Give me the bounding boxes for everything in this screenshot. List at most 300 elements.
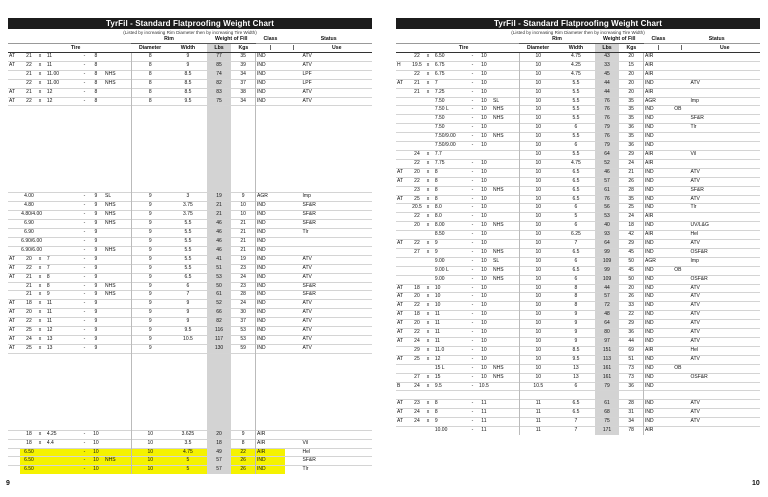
- cell-ply: 11: [476, 409, 492, 418]
- cell-ply: 10: [476, 275, 492, 284]
- cell-kgs: 20: [619, 88, 643, 97]
- cell-lbs: 46: [207, 237, 231, 246]
- table-row: [8, 202, 372, 211]
- cell-lbs: 43: [595, 53, 619, 62]
- cell-w: 5.5: [169, 229, 207, 238]
- cell-a: 6.90: [20, 229, 38, 238]
- cell-w: 6.5: [557, 168, 595, 177]
- cell-a: 24: [408, 418, 426, 427]
- cell-cls: IND: [256, 53, 286, 62]
- cell-use: SF&R: [690, 186, 760, 195]
- cell-a: [408, 364, 426, 373]
- cell-a: 23: [408, 186, 426, 195]
- cell-kgs: 19: [231, 255, 255, 264]
- cell-lbs: 48: [595, 311, 619, 320]
- cell-p: [396, 53, 408, 62]
- cell-n: NHS: [492, 248, 519, 257]
- cell-w: 9: [169, 309, 207, 318]
- cell-d: 10: [519, 284, 557, 293]
- cell-b: 13: [46, 335, 81, 344]
- cell-w: 5.5: [557, 106, 595, 115]
- cell-n: [492, 79, 519, 88]
- cell-a: 22: [20, 79, 38, 88]
- cell-lbs: 99: [595, 248, 619, 257]
- table-row: [396, 409, 760, 418]
- cell-d: 10: [519, 213, 557, 222]
- cell-p: [396, 275, 408, 284]
- table-row: [396, 284, 760, 293]
- cell-b: [46, 246, 81, 255]
- cell-use: SF&R: [302, 220, 372, 229]
- cell-x: x: [38, 61, 46, 70]
- chart-subtitle: (Listed by increasing Rim Diameter then by increasing Tire Width): [511, 30, 645, 35]
- cell-lbs: 57: [595, 293, 619, 302]
- cell-p: [396, 248, 408, 257]
- cell-p: B: [396, 382, 408, 391]
- spacer-cell: [285, 353, 301, 430]
- cell-b: 9: [434, 418, 469, 427]
- cell-lbs: 57: [595, 177, 619, 186]
- cell-kgs: 21: [231, 237, 255, 246]
- cell-d: 9: [131, 327, 169, 336]
- cell-x: [426, 133, 434, 142]
- cell-p: AT: [8, 97, 20, 106]
- table-row: [396, 88, 760, 97]
- cell-a: 22: [408, 213, 426, 222]
- cell-x: x: [426, 222, 434, 231]
- cell-p: AT: [396, 293, 408, 302]
- cell-w: 8.5: [169, 79, 207, 88]
- cell-n: [492, 382, 519, 391]
- cell-x: x: [38, 264, 46, 273]
- cell-kgs: 26: [231, 466, 255, 474]
- cell-ply: 8: [88, 70, 104, 79]
- cell-w: 7: [169, 291, 207, 300]
- cell-w: 9: [169, 61, 207, 70]
- cell-lbs: 171: [595, 427, 619, 435]
- cell-p: [396, 373, 408, 382]
- cell-p: [396, 115, 408, 124]
- cell-a: 20: [408, 293, 426, 302]
- cell-kgs: 29: [619, 150, 643, 159]
- cell-m: -: [469, 275, 476, 284]
- cell-use: [690, 266, 760, 275]
- cell-n: [492, 124, 519, 133]
- cell-w: 6.5: [169, 273, 207, 282]
- cell-d: 9: [131, 211, 169, 220]
- cell-lbs: 99: [595, 266, 619, 275]
- cell-m: -: [469, 364, 476, 373]
- cell-ply: 9: [88, 282, 104, 291]
- cell-cls: IND: [644, 400, 674, 409]
- cell-ply: 9: [88, 255, 104, 264]
- cell-b: 10: [434, 293, 469, 302]
- cell-cls: IND: [644, 177, 674, 186]
- cell-d: 10: [519, 302, 557, 311]
- cell-ply: 10: [88, 466, 104, 474]
- cell-x: x: [38, 53, 46, 62]
- cell-use: ATV: [690, 355, 760, 364]
- cell-d: 10: [519, 320, 557, 329]
- cell-ply: 10: [476, 222, 492, 231]
- cell-cls: IND: [644, 364, 674, 373]
- cell-cls: AGR: [256, 193, 286, 202]
- cell-p: [8, 211, 20, 220]
- cell-cls: IND: [644, 302, 674, 311]
- cell-b: 8: [434, 400, 469, 409]
- cell-m: -: [469, 346, 476, 355]
- cell-st: [673, 400, 689, 409]
- cell-ply: 10: [88, 457, 104, 466]
- cell-n: [104, 273, 131, 282]
- cell-n: [104, 300, 131, 309]
- cell-use: ATV: [302, 255, 372, 264]
- cell-n: [492, 355, 519, 364]
- cell-ply: 10: [476, 373, 492, 382]
- cell-w: 6: [557, 222, 595, 231]
- spacer-cell: [81, 353, 88, 430]
- spacer-cell: [426, 391, 434, 400]
- cell-st: [673, 248, 689, 257]
- cell-n: [492, 338, 519, 347]
- cell-d: 8: [131, 61, 169, 70]
- cell-n: [104, 430, 131, 439]
- table-row: [396, 168, 760, 177]
- cell-st: [285, 220, 301, 229]
- cell-d: 9: [131, 246, 169, 255]
- cell-w: 8: [557, 284, 595, 293]
- cell-w: 5.5: [557, 88, 595, 97]
- cell-p: [8, 448, 20, 457]
- cell-d: 10.5: [519, 382, 557, 391]
- cell-m: -: [469, 88, 476, 97]
- cell-n: [492, 53, 519, 62]
- cell-use: ATV: [302, 327, 372, 336]
- cell-b: 8: [434, 195, 469, 204]
- cell-kgs: 18: [619, 222, 643, 231]
- cell-ply: 10: [476, 284, 492, 293]
- cell-w: 9: [557, 329, 595, 338]
- cell-a: 22: [408, 240, 426, 249]
- cell-a: 18: [408, 311, 426, 320]
- table-row: [396, 150, 760, 159]
- cell-a: 21: [20, 53, 38, 62]
- cell-b: 8: [434, 177, 469, 186]
- cell-use: ATV: [690, 409, 760, 418]
- kgs-header: Kgs: [619, 44, 643, 53]
- cell-ply: 10: [476, 133, 492, 142]
- cell-m: -: [81, 246, 88, 255]
- cell-a: 6.90: [20, 220, 38, 229]
- cell-w: 6: [557, 382, 595, 391]
- cell-b: 10: [434, 284, 469, 293]
- cell-cls: IND: [644, 142, 674, 151]
- cell-x: [426, 266, 434, 275]
- cell-ply: 9: [88, 229, 104, 238]
- table-row: [396, 79, 760, 88]
- cell-ply: 10: [476, 257, 492, 266]
- table-row: [396, 133, 760, 142]
- cell-kgs: 22: [231, 448, 255, 457]
- cell-b: 7.50/9.00: [434, 133, 469, 142]
- cell-d: 10: [519, 364, 557, 373]
- cell-p: AT: [8, 273, 20, 282]
- cell-kgs: 24: [231, 300, 255, 309]
- cell-ply: 11: [476, 427, 492, 435]
- cell-cls: AIR: [644, 88, 674, 97]
- cell-lbs: 19: [207, 193, 231, 202]
- cell-m: -: [469, 320, 476, 329]
- cell-ply: 10: [476, 346, 492, 355]
- cell-x: x: [426, 302, 434, 311]
- cell-cls: AGR: [644, 97, 674, 106]
- page-left: TyrFil - Standard Flatproofing Weight Chart (Listed by increasing Rim Diameter then by increasing Tire Width) Rim Weight of Fill Class Status Tire Diameter Width Lbs Kgs | | Use AT 21 x 11 - 8 8 9 77 35 IND ATV AT 22 x 11 - 8 8 9 85 39 IND ATV 21 x 11.00 - 8 NHS 8 8.5 74 34 IND LPF 22 x 11.00 - 8 NHS 8 8.5 82 37 IND LPF AT 21 x 12 - 8 8 8.5 83 38 IND ATV AT 22 x 12 - 8 8 9.5 75 34 IND ATV 4.00 - 9 SL 9 3 19 9 AGR Imp 4.80 - 9 NHS 9 3.75 21 10 IND SF&R 4.80/4.00 - 9 NHS 9 3.75 21 10 IND SF&R 6.90 - 9 NHS 9 5.5 46 21 IND SF&R 6.90 - 9 9 5.5 46 21 IND Tlr 6.90/6.00 - 9 9 5.5 46 21 IND 6.90/6.00 - 9 NHS 9 5.5 46 21 IND AT 20 x 7 - 9 9 5.5 41 19 IND ATV AT 22 x 7 - 9 9 5.5 51 23 IND ATV AT 21 x 8 - 9 9 6.5 53 24 IND ATV 21 x 8 - 9 NHS 9 6 50 23 IND SF&R 21 x 9 - 9 NHS 9 7 61 28 IND SF&R AT 18 x 11 - 9 9 9 52 24 IND ATV AT 20 x 11 - 9 9 9 66 30 IND ATV AT 22 x 11 - 9 9 9 82 37 IND ATV AT 25 x 12 - 9 9 9.5 116 53 IND ATV AT 24 x 13 - 9 9 10.5 117 53 IND ATV AT 25 x 13 - 9 9 130 59 IND ATV 18 x 4.25 - 10 10 3.625 20 9 AIR 18 x 4.4 - 10 10 3.5 18 8 AIR Vil 6.50 - 10 10 4.75 49 22 AIR Hel 6.50 - 10 NHS 10 5 57 26 IND SF&R 6.50 - 10 10 5 57 26 IND Tlr 9: [8, 18, 372, 474]
- cell-n: [492, 150, 519, 159]
- table-row: [8, 448, 372, 457]
- cell-use: [690, 88, 760, 97]
- cell-w: 4.75: [169, 448, 207, 457]
- cell-x: x: [426, 329, 434, 338]
- cell-m: -: [469, 293, 476, 302]
- cell-a: 24: [20, 335, 38, 344]
- cell-lbs: 64: [595, 320, 619, 329]
- cell-p: AT: [396, 320, 408, 329]
- cell-x: x: [38, 344, 46, 353]
- cell-use: ATV: [690, 329, 760, 338]
- cell-ply: 10: [476, 53, 492, 62]
- table-row: [8, 53, 372, 62]
- cell-st: [285, 457, 301, 466]
- cell-kgs: 35: [619, 195, 643, 204]
- cell-w: 3.75: [169, 202, 207, 211]
- use-header: Use: [690, 44, 760, 53]
- cell-kgs: 35: [619, 106, 643, 115]
- cell-w: 6.5: [557, 195, 595, 204]
- cell-n: [492, 284, 519, 293]
- cell-w: 5.5: [557, 79, 595, 88]
- cell-p: AT: [396, 177, 408, 186]
- cell-kgs: 26: [619, 293, 643, 302]
- cell-kgs: 29: [619, 240, 643, 249]
- cell-b: 9.00: [434, 257, 469, 266]
- cell-kgs: 50: [619, 275, 643, 284]
- cell-x: x: [426, 373, 434, 382]
- cell-x: [426, 97, 434, 106]
- chart-title: TyrFil - Standard Flatproofing Weight Chart: [396, 18, 760, 29]
- cell-m: [469, 150, 476, 159]
- cell-kgs: 51: [619, 355, 643, 364]
- cell-b: [46, 202, 81, 211]
- cell-m: -: [469, 115, 476, 124]
- cell-x: x: [38, 79, 46, 88]
- cell-w: 6: [557, 142, 595, 151]
- cell-a: 25: [408, 195, 426, 204]
- cell-d: 10: [519, 275, 557, 284]
- cell-ply: 10: [476, 88, 492, 97]
- cell-ply: 10: [476, 231, 492, 240]
- cell-a: [408, 133, 426, 142]
- cell-ply: 9: [88, 344, 104, 353]
- cell-ply: 10: [476, 142, 492, 151]
- cell-lbs: 76: [595, 133, 619, 142]
- cell-cls: AIR: [644, 427, 674, 435]
- spacer-cell: [231, 106, 255, 193]
- cell-kgs: 69: [619, 346, 643, 355]
- spacer-cell: [396, 391, 408, 400]
- cell-x: x: [38, 430, 46, 439]
- cell-d: 9: [131, 318, 169, 327]
- cell-cls: IND: [644, 79, 674, 88]
- cell-kgs: 38: [231, 88, 255, 97]
- cell-kgs: 24: [619, 213, 643, 222]
- cell-p: AT: [8, 255, 20, 264]
- cell-x: [38, 220, 46, 229]
- cell-st: [673, 88, 689, 97]
- cell-kgs: 34: [231, 97, 255, 106]
- cell-use: SF&R: [690, 115, 760, 124]
- cell-use: Imp: [690, 257, 760, 266]
- spacer-cell: [88, 353, 104, 430]
- cell-p: AT: [8, 53, 20, 62]
- cell-kgs: 53: [231, 327, 255, 336]
- cell-d: 10: [519, 195, 557, 204]
- cell-lbs: 21: [207, 211, 231, 220]
- cell-ply: 10: [476, 177, 492, 186]
- cell-m: -: [81, 255, 88, 264]
- cell-lbs: 57: [207, 457, 231, 466]
- spacer-cell: [169, 353, 207, 430]
- cell-p: [8, 430, 20, 439]
- spacer-cell: [169, 106, 207, 193]
- cell-w: [169, 344, 207, 353]
- cell-x: [426, 275, 434, 284]
- cell-lbs: 161: [595, 364, 619, 373]
- cell-use: ATV: [690, 418, 760, 427]
- cell-cls: IND: [644, 338, 674, 347]
- table-row: [396, 70, 760, 79]
- cell-a: 21: [20, 88, 38, 97]
- cell-w: 9: [557, 311, 595, 320]
- cell-p: AT: [396, 418, 408, 427]
- header-row: [8, 36, 372, 44]
- cell-ply: 10: [476, 204, 492, 213]
- cell-st: [673, 293, 689, 302]
- cell-use: ATV: [302, 97, 372, 106]
- table-row: [8, 300, 372, 309]
- cell-w: 5.5: [557, 115, 595, 124]
- cell-lbs: 64: [595, 150, 619, 159]
- cell-p: AT: [396, 329, 408, 338]
- cell-cls: AIR: [256, 439, 286, 448]
- table-row: [8, 229, 372, 238]
- cell-m: -: [469, 61, 476, 70]
- cell-ply: 9: [88, 211, 104, 220]
- cell-d: 9: [131, 273, 169, 282]
- cell-w: 6.5: [557, 266, 595, 275]
- cell-n: NHS: [104, 282, 131, 291]
- cell-p: [8, 282, 20, 291]
- cell-d: 9: [131, 229, 169, 238]
- cell-m: -: [81, 88, 88, 97]
- cell-b: [46, 448, 81, 457]
- table-row: [396, 302, 760, 311]
- cell-m: -: [81, 466, 88, 474]
- cell-st: [673, 355, 689, 364]
- cell-p: [396, 222, 408, 231]
- cell-b: 7: [46, 255, 81, 264]
- cell-st: [673, 177, 689, 186]
- table-row: [396, 400, 760, 409]
- cell-a: 24: [408, 382, 426, 391]
- cell-kgs: 20: [619, 284, 643, 293]
- cell-st: [285, 273, 301, 282]
- cell-lbs: 57: [207, 466, 231, 474]
- cell-d: 9: [131, 309, 169, 318]
- cell-m: -: [469, 168, 476, 177]
- cell-b: 12: [434, 355, 469, 364]
- cell-st: [673, 222, 689, 231]
- table-row: [396, 320, 760, 329]
- table-row: [396, 204, 760, 213]
- cell-use: SF&R: [302, 202, 372, 211]
- cell-w: 7: [557, 240, 595, 249]
- cell-m: -: [469, 338, 476, 347]
- cell-w: 9.5: [557, 355, 595, 364]
- cell-kgs: 28: [619, 400, 643, 409]
- cell-x: x: [426, 53, 434, 62]
- cell-cls: IND: [644, 115, 674, 124]
- cell-lbs: 82: [207, 318, 231, 327]
- cell-cls: IND: [256, 211, 286, 220]
- cell-cls: IND: [256, 466, 286, 474]
- cell-m: -: [469, 70, 476, 79]
- cell-ply: 9: [88, 264, 104, 273]
- cell-x: [38, 229, 46, 238]
- cell-st: [673, 231, 689, 240]
- cell-a: 18: [408, 284, 426, 293]
- cell-a: 18: [20, 439, 38, 448]
- cell-ply: 9: [88, 273, 104, 282]
- cell-a: 22: [20, 97, 38, 106]
- cell-n: [104, 327, 131, 336]
- table-row: [396, 329, 760, 338]
- cell-p: [8, 70, 20, 79]
- cell-use: Tlr: [302, 229, 372, 238]
- cell-x: x: [426, 204, 434, 213]
- cell-kgs: 26: [231, 457, 255, 466]
- cell-cls: IND: [644, 275, 674, 284]
- table-row: [8, 237, 372, 246]
- cell-lbs: 80: [595, 329, 619, 338]
- cell-m: -: [81, 237, 88, 246]
- header-row: [396, 36, 760, 44]
- cell-st: [673, 373, 689, 382]
- cell-w: 6: [169, 282, 207, 291]
- cell-st: [285, 466, 301, 474]
- cell-p: [8, 246, 20, 255]
- cell-st: OB: [673, 266, 689, 275]
- cell-b: 7: [434, 79, 469, 88]
- cell-m: -: [469, 53, 476, 62]
- status-divider: |: [673, 44, 689, 53]
- cell-p: [396, 124, 408, 133]
- cell-st: [285, 237, 301, 246]
- cell-x: x: [426, 159, 434, 168]
- cell-p: AT: [8, 300, 20, 309]
- diameter-header: Diameter: [519, 44, 557, 53]
- cell-kgs: 45: [619, 248, 643, 257]
- cell-n: [492, 142, 519, 151]
